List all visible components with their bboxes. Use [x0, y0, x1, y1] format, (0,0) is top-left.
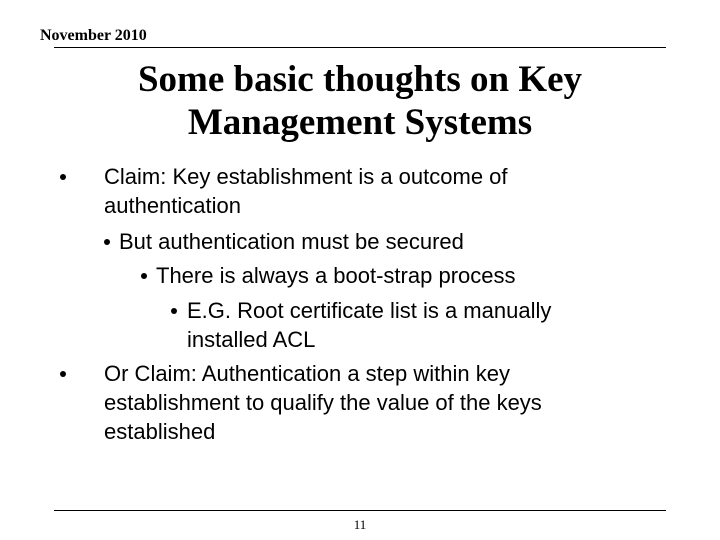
footer-divider [54, 510, 666, 511]
header-date: November 2010 [40, 27, 147, 44]
page-number: 11 [353, 517, 367, 532]
bullet-claim-line-1: Claim: Key establishment is a outcome of [104, 164, 508, 189]
bullet-dot-icon [60, 371, 66, 377]
bullet-claim-line-2: authentication [104, 193, 241, 218]
slide-title [60, 58, 660, 144]
bullet-dot-icon [141, 273, 147, 279]
bullet-bootstrap-process-text: There is always a boot-strap process [156, 263, 516, 288]
bullet-dot-icon [60, 174, 66, 180]
bullet-dot-icon [171, 308, 177, 314]
bullet-or-claim-line-1: Or Claim: Authentication a step within key [104, 361, 510, 386]
bullet-authentication-secured-text: But authentication must be secured [119, 229, 464, 254]
bullet-root-certificate-line-1: E.G. Root certificate list is a manually [187, 298, 552, 323]
slide-title-line-1: Some basic thoughts on Key [137, 59, 583, 100]
bullet-or-claim-line-3: established [104, 419, 216, 444]
bullet-root-certificate-line-2: installed ACL [187, 327, 316, 352]
bullet-or-claim-line-2: establishment to qualify the value of the keys [104, 390, 542, 415]
header-divider [54, 47, 666, 48]
slide-title-line-2: Management Systems [187, 102, 533, 143]
bullet-dot-icon [104, 239, 110, 245]
